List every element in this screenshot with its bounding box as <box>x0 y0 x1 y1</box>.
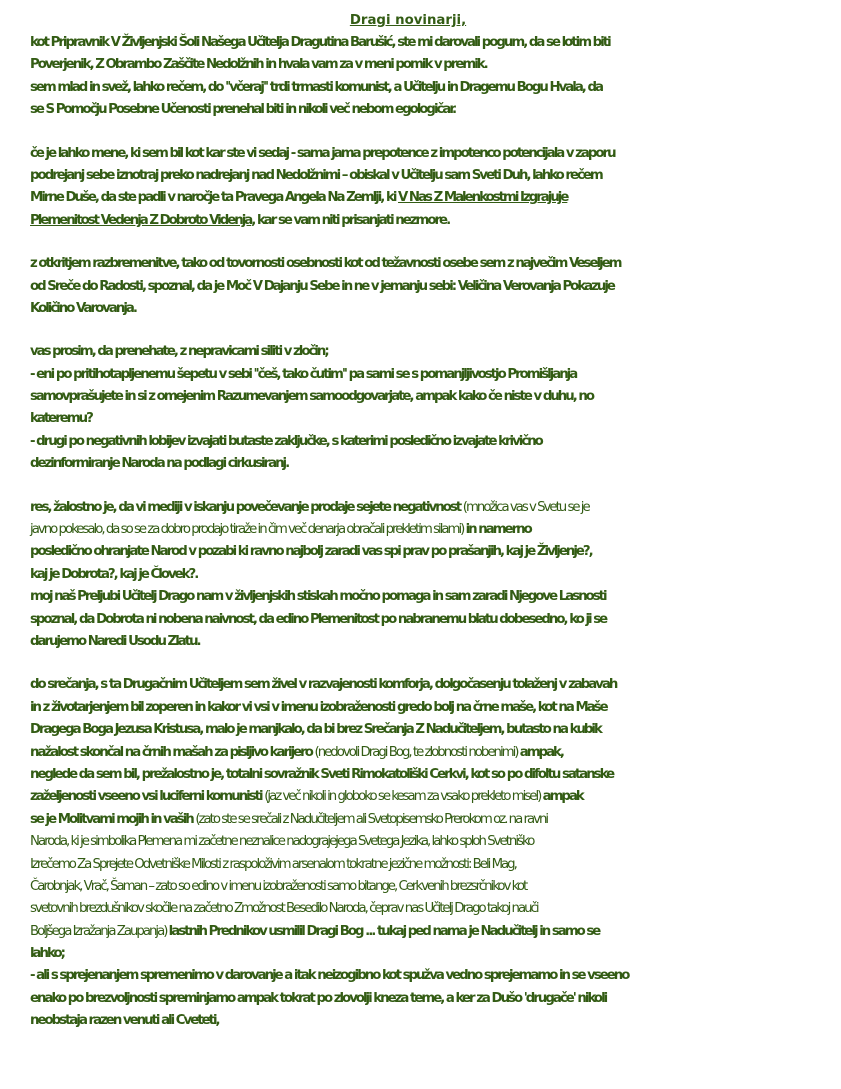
text-segment: z otkritjem razbremenitve, tako od tovornosti osebnosti kot od težavnosti osebe sem z največim Veseljem <box>30 256 621 272</box>
text-line <box>30 165 830 187</box>
text-segment: Naroda, ki je simbolika Plemena mi začetne neznalice nadograjejega Svetega Jezika, lahko sploh Svetniško <box>30 834 534 850</box>
text-segment: Poverjenik, Z Obrambo Zaščite Nedolžnih in hvala vam za v meni pomik v premik. <box>30 57 487 73</box>
text-segment: kot Pripravnik V Življenjski Šoli Našega Učitelja Dragutina Barušić, ste mi darovali pogum, da se lotim biti <box>30 35 610 50</box>
text-segment: sem mlad in svež, lahko rečem, do ''včeraj'' trdi trmasti komunist, a Učitelju in Dragemu Bogu Hvala, da <box>30 79 602 95</box>
salutation: Dragi novinarji, <box>349 13 467 28</box>
text-line <box>30 631 830 653</box>
text-segment: lastnih Prednikov usmilil Dragi Bog ... tukaj ped nama je Nadučitelj in samo se <box>168 923 600 939</box>
text-segment: kaj je Dobrota?, kaj je Človek?. <box>30 566 198 582</box>
text-line <box>30 408 830 430</box>
text-line <box>30 431 830 453</box>
text-line <box>30 187 830 209</box>
text-segment: in z životarjenjem bil zoperen in kakor vi vsi v imenu izobraženosti gredo bolj na črne maše, kot na Maše <box>30 699 607 715</box>
text-line <box>30 988 830 1010</box>
text-segment: moj naš Preljubi Učitelj Drago nam v življenjskih stiskah močno pomaga in sam zaradi Njegove Lasnosti <box>30 589 606 605</box>
text-segment: lahko; <box>30 946 64 962</box>
text-segment: se S Pomočju Posebne Učenosti prenehal biti in nikoli več nebom egologičar. <box>30 102 456 118</box>
text-segment: kateremu? <box>30 411 92 427</box>
text-line <box>30 876 830 898</box>
text-line <box>30 586 830 608</box>
text-line <box>30 341 830 363</box>
text-segment: neobstaja razen venuti ali Cveteti, <box>30 1013 219 1029</box>
text-segment: ampak, <box>519 744 563 760</box>
text-line <box>30 497 830 519</box>
text-line <box>30 519 830 541</box>
text-line <box>30 99 830 121</box>
text-line <box>30 253 830 275</box>
text-segment: Boljšega Izražanja Zaupanja) <box>30 923 169 939</box>
text-segment: samovprašujete in si z omejenim Razumevanjem samoodgovarjate, ampak kako če niste v duhu, no <box>30 389 594 405</box>
text-line <box>30 809 830 831</box>
text-segment: posledično ohranjate Narod v pozabi ki ravno najbolj zaradi vas spi prav po prašanjih, kaj je Življenje?, <box>30 544 592 560</box>
text-line <box>30 564 830 586</box>
text-segment: vas prosim, da prenehate, z nepravicami siliti v zločin; <box>30 344 328 360</box>
text-line <box>30 786 830 808</box>
paragraph <box>30 143 830 233</box>
text-line <box>30 854 830 876</box>
text-segment: ampak <box>542 789 583 805</box>
text-segment: se je Molitvami mojih in vaših <box>30 811 196 827</box>
paragraph <box>30 341 830 475</box>
text-segment: Dragega Boga Jezusa Kristusa, malo je manjkalo, da bi brez Srečanja Z Nadučiteljem, butasto na kubik <box>30 722 601 738</box>
text-line <box>30 965 830 987</box>
text-segment: svetovnih brezdušnikov skočile na začetno Zmožnost Besedilo Naroda, čeprav nas Učitelj Drago takoj nauči <box>30 901 538 917</box>
text-line <box>30 719 830 741</box>
text-segment: od Sreče do Radosti, spoznal, da je Moč V Dajanju Sebe in ne v jemanju sebi: Veličina Verovanja Pokazuje <box>30 278 614 294</box>
paragraph <box>30 674 830 1032</box>
paragraph <box>30 32 830 122</box>
text-segment: (nedovoli Dragi Bog, te zlobnosti nobenimi) <box>314 744 520 760</box>
text-segment: - eni po pritihotapljenemu šepetu v sebi ''češ, tako čutim'' pa sami se s pomanjljivostjo Promišljanja <box>30 366 577 382</box>
text-segment: , kar se vam niti prisanjati nezmore. <box>251 212 450 228</box>
text-line <box>30 697 830 719</box>
text-line <box>30 386 830 408</box>
text-segment: darujemo Naredi Usodu Zlatu. <box>30 633 200 649</box>
text-segment: (jaz več nikoli in globoko se kesam za vsako prekleto misel) <box>264 789 543 805</box>
text-segment: (množica vas v Svetu se je <box>462 499 589 515</box>
text-line <box>30 541 830 563</box>
text-segment: res, žalostno je, da vi mediji v iskanju povečevanje prodaje sejete negativnost <box>30 499 463 515</box>
text-segment: Količino Varovanja. <box>30 300 136 316</box>
text-line <box>30 143 830 165</box>
text-segment: nažalost skončal na črnih mašah za pisljivo karijero <box>30 744 315 760</box>
text-line <box>30 1010 830 1032</box>
text-segment: dezinformiranje Naroda na podlagi cirkusiranj. <box>30 456 289 472</box>
text-line <box>30 674 830 696</box>
text-line <box>30 921 830 943</box>
text-line <box>30 831 830 853</box>
text-line <box>30 742 830 764</box>
text-line <box>30 764 830 786</box>
underlined-phrase: V Nas Z Malenkostmi Izgrajuje <box>398 190 568 206</box>
text-segment: in namerno <box>465 522 531 538</box>
paragraph <box>30 497 830 654</box>
paragraph <box>30 253 830 320</box>
text-segment: če je lahko mene, ki sem bil kot kar ste vi sedaj - sama jama prepotence z impotenco potencijala v zaporu <box>30 145 615 161</box>
text-segment: enako po brezvoljnosti spreminjamo ampak tokrat po zlovolji kneza teme, a ker za Dušo 'drugače' nikoli <box>30 990 607 1006</box>
letter-document <box>30 10 830 1033</box>
text-segment: neglede da sem bil, prežalostno je, totalni sovražnik Sveti Rimokatoliški Cerkvi, kot so po difoltu satanske <box>30 766 614 782</box>
text-segment: javno pokesalo, da so se za dobro prodajo tiraže in čim več denarja obračali prekletim silami) <box>30 522 466 538</box>
letter-title <box>30 10 830 32</box>
text-segment: Čarobnjak, Vrač, Šaman – zato so edino v imenu izobraženosti samo bitange, Cerkvenih brezsrčnikov kot <box>30 878 527 894</box>
text-segment: - drugi po negativnih lobijev izvajati butaste zaključke, s katerimi posledično izvajate krivično <box>30 433 542 449</box>
text-line <box>30 898 830 920</box>
text-segment: (zato ste se srečali z Nadučiteljem ali Svetopisemsko Prerokom oz. na ravni <box>195 811 548 827</box>
text-line <box>30 364 830 386</box>
text-segment: Mirne Duše, da ste padli v naročje ta Pravega Angela Na Zemlji, ki <box>30 190 399 206</box>
text-segment: Izrečemo Za Sprejete Odvetniške Milosti z raspoloživim arsenalom tokratne jezične možnosti: Beli Mag, <box>30 856 516 872</box>
text-line <box>30 298 830 320</box>
text-segment: spoznal, da Dobrota ni nobena naivnost, da edino Plemenitost po nabranemu blatu dobesedno, ko ji se <box>30 611 607 627</box>
text-line <box>30 453 830 475</box>
text-segment: zaželjenosti vseeno vsi luciferni komunisti <box>30 789 265 805</box>
underlined-phrase: Plemenitost Vedenja Z Dobroto Videnja <box>30 212 252 228</box>
text-segment: podrejanj sebe iznotraj preko nadrejanj nad Nedolžnimi – obiskal v Učitelju sam Sveti Duh, lahko rečem <box>30 167 602 183</box>
text-segment: - ali s sprejenanjem spremenimo v darovanje a itak neizogibno kot spužva vedno sprejemamo in se vseeno <box>30 968 629 984</box>
text-line <box>30 276 830 298</box>
text-line <box>30 609 830 631</box>
text-line <box>30 54 830 76</box>
text-line <box>30 77 830 99</box>
text-line <box>30 210 830 232</box>
letter-body <box>30 32 830 1033</box>
text-line <box>30 943 830 965</box>
text-segment: do srečanja, s ta Drugačnim Učiteljem sem živel v razvajenosti komforja, dolgočasenju tolaženj v zabavah <box>30 677 617 693</box>
text-line <box>30 32 830 54</box>
